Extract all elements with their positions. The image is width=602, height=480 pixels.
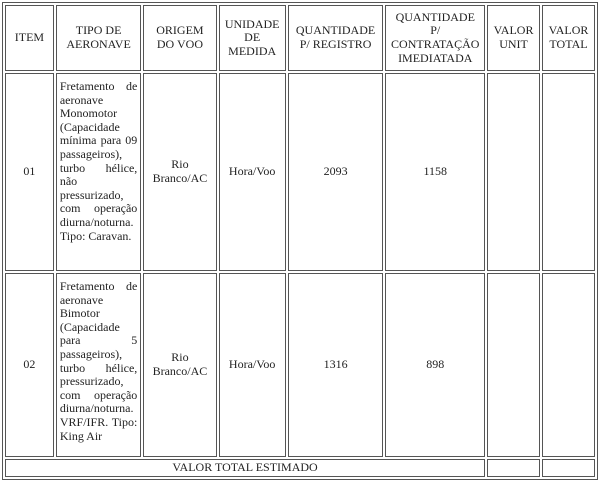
cell-valor-unit bbox=[487, 273, 540, 457]
header-quantidade-contratacao: QUANTIDADE P/ CONTRATAÇÃO IMEDIATADA bbox=[385, 5, 485, 71]
cell-quantidade-contratacao: 898 bbox=[385, 273, 485, 457]
table-row bbox=[5, 73, 595, 271]
table-row bbox=[5, 273, 595, 457]
header-unidade-medida: UNIDADE DE MEDIDA bbox=[219, 5, 286, 71]
cell-tipo-aeronave: Fretamento de aeronave Monomotor (Capacidade mínima para 09 passageiros), turbo hélice, não pressurizado, com operação diurna/noturna. Tipo: Caravan. bbox=[56, 73, 141, 271]
cell-unidade: Hora/Voo bbox=[219, 73, 286, 271]
cell-origem: Rio Branco/AC bbox=[143, 73, 216, 271]
header-valor-total: VALOR TOTAL bbox=[542, 5, 595, 71]
cell-valor-total bbox=[542, 73, 595, 271]
cell-quantidade-contratacao: 1158 bbox=[385, 73, 485, 271]
cell-valor-total bbox=[542, 273, 595, 457]
cell-quantidade-registro: 2093 bbox=[288, 73, 384, 271]
total-label: VALOR TOTAL ESTIMADO bbox=[5, 459, 485, 477]
total-row bbox=[5, 459, 595, 477]
cell-origem: Rio Branco/AC bbox=[143, 273, 216, 457]
cell-unidade: Hora/Voo bbox=[219, 273, 286, 457]
header-row bbox=[5, 5, 595, 71]
cell-item: 01 bbox=[5, 73, 54, 271]
header-origem-voo: ORIGEM DO VOO bbox=[143, 5, 216, 71]
cell-item: 02 bbox=[5, 273, 54, 457]
total-valor-unit bbox=[487, 459, 540, 477]
total-valor-total bbox=[542, 459, 595, 477]
header-valor-unit: VALOR UNIT bbox=[487, 5, 540, 71]
price-table bbox=[2, 2, 598, 480]
header-tipo-aeronave: TIPO DE AERONAVE bbox=[56, 5, 141, 71]
header-quantidade-registro: QUANTIDADE P/ REGISTRO bbox=[288, 5, 384, 71]
header-item: ITEM bbox=[5, 5, 54, 71]
cell-quantidade-registro: 1316 bbox=[288, 273, 384, 457]
cell-valor-unit bbox=[487, 73, 540, 271]
cell-tipo-aeronave: Fretamento de aeronave Bimotor (Capacidade para 5 passageiros), turbo hélice, pressurizado, com operação diurna/noturna. VRF/IFR. Tipo: King Air bbox=[56, 273, 141, 457]
